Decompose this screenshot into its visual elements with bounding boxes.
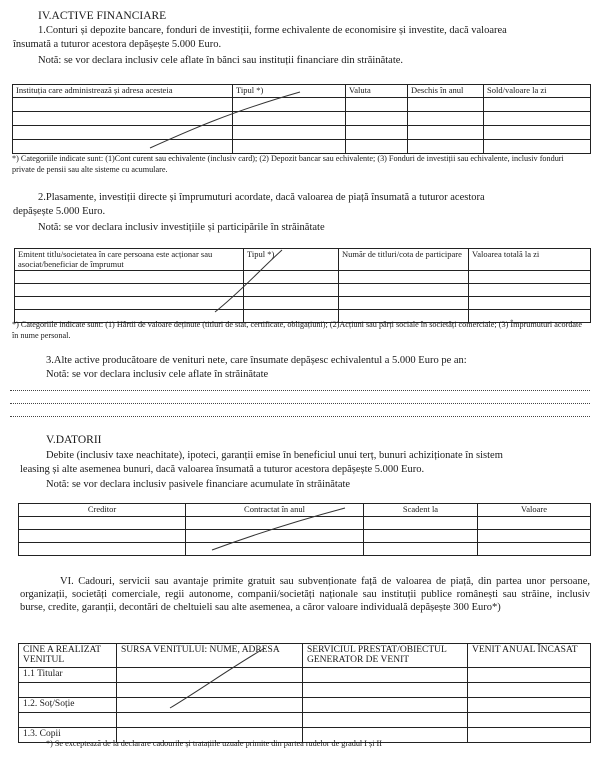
dotted-fill-line [10,416,590,417]
section-5-paragraph-note: Notă: se vor declara inclusiv pasivele financiare acumulate în străinătate [46,479,351,490]
table-header-cell: Tipul *) [244,249,339,271]
section-5-title: V.DATORII [46,434,102,446]
table-row [15,297,591,310]
table-header-row [13,85,591,98]
row-label: 1.2. Soț/Soție [19,698,117,713]
table-header-row [19,644,591,668]
table-row [15,271,591,284]
table-header-cell: Valoarea totală la zi [469,249,591,271]
table-header-cell: Instituția care administrează și adresa acesteia [13,85,233,98]
table-header-cell: Creditor [19,504,186,517]
section-4-paragraph-2-line-1: 2.Plasamente, investiții directe și împrumuturi acordate, dacă valoarea de piață însumată a tuturor acestora [38,192,485,203]
dotted-fill-line [10,390,590,391]
table-row [15,284,591,297]
table-row [19,683,591,698]
debts-table [18,503,591,556]
table-header-cell: Tipul *) [233,85,346,98]
section-4-paragraph-1-line-1: 1.Conturi și depozite bancare, fonduri de investiții, forme echivalente de economisire și investite, dacă valoarea [38,25,507,36]
section-4-paragraph-2-note: Notă: se vor declara inclusiv investițiile și participările în străinătate [38,222,325,233]
dotted-fill-line [10,403,590,404]
section-4-paragraph-3-note: Notă: se vor declara inclusiv cele aflate în străinătate [46,369,269,380]
table-row [19,530,591,543]
section-4-paragraph-3: 3.Alte active producătoare de venituri nete, care însumate depășesc echivalentul a 5.000 Euro pe an: [46,355,467,366]
table-header-cell: SURSA VENITULUI: NUME, ADRESA [117,644,303,668]
financial-accounts-table [12,84,591,154]
section-4-paragraph-1-line-2: însumată a tuturor acestora depășește 5.000 Euro. [13,39,222,50]
table-row [19,517,591,530]
investments-table [14,248,591,323]
footnote-gifts: *) Se exceptează de la declarare cadourile și tratațiile uzuale primite din partea rudelor de gradul I și II [46,739,382,748]
table-header-cell: SERVICIUL PRESTAT/OBIECTUL GENERATOR DE VENIT [303,644,468,668]
table-header-row [15,249,591,271]
table-row [13,126,591,140]
table-header-cell: Sold/valoare la zi [484,85,591,98]
table-header-cell: Deschis în anul [408,85,484,98]
table-row [19,698,591,713]
table-row [19,668,591,683]
table-header-cell: Valoare [478,504,591,517]
gifts-table [18,643,591,743]
footnote-categories-2: *) Categoriile indicate sunt: (1) Hârtii de valoare deținute (titluri de stat, certificate, obligațiuni); (2)Acțiuni sau părți sociale în societăți comerciale; (3) Împrumuturi acordate în nume personal. [12,320,582,340]
section-4-paragraph-2-line-2: depășește 5.000 Euro. [13,206,106,217]
section-5-paragraph-line-1: Debite (inclusiv taxe neachitate), ipoteci, garanții emise în beneficiul unui terț, bunuri achiziționate în sistem [46,450,503,461]
row-label: 1.1 Titular [19,668,117,683]
table-row [19,713,591,728]
table-header-cell: VENIT ANUAL ÎNCASAT [468,644,591,668]
table-header-cell: Emitent titlu/societatea în care persoana este acționar sau asociat/beneficiar de împrumut [15,249,244,271]
table-row [13,140,591,154]
table-row [13,112,591,126]
section-6-paragraph: VI. Cadouri, servicii sau avantaje primite gratuit sau subvenționate față de valoarea de piață, din partea unor persoane, organizații, societăți comerciale, regii autonome, companii/societăți naționale sau instituții publice românești sau străine, inclusiv burse, credite, garanții, decontări de cheltuieli sau alte asemenea, a căror valoare individuală depășește 300 Euro*) [20,576,590,613]
table-header-row [19,504,591,517]
table-header-cell: Valuta [346,85,408,98]
table-header-cell: Scadent la [364,504,478,517]
footnote-categories-1: *) Categoriile indicate sunt: (1)Cont curent sau echivalente (inclusiv card); (2) Depozit bancar sau echivalente; (3) Fonduri de investiții sau echivalente, inclusiv fonduri private de pensii sau alte sisteme cu acumulare. [12,154,564,174]
section-4-paragraph-1-note: Notă: se vor declara inclusiv cele aflate în bănci sau instituții financiare din străinătate. [38,55,404,66]
section-5-paragraph-line-2: leasing și alte asemenea bunuri, dacă valoarea însumată a tuturor acestora depășește 5.000 Euro. [20,464,425,475]
table-header-cell: Contractat în anul [186,504,364,517]
table-header-cell: CINE A REALIZAT VENITUL [19,644,117,668]
table-header-cell: Număr de titluri/cota de participare [339,249,469,271]
row-label: 1.3. Copii [19,728,117,743]
table-row [19,543,591,556]
section-4-title: IV.ACTIVE FINANCIARE [38,10,167,22]
table-row [13,98,591,112]
